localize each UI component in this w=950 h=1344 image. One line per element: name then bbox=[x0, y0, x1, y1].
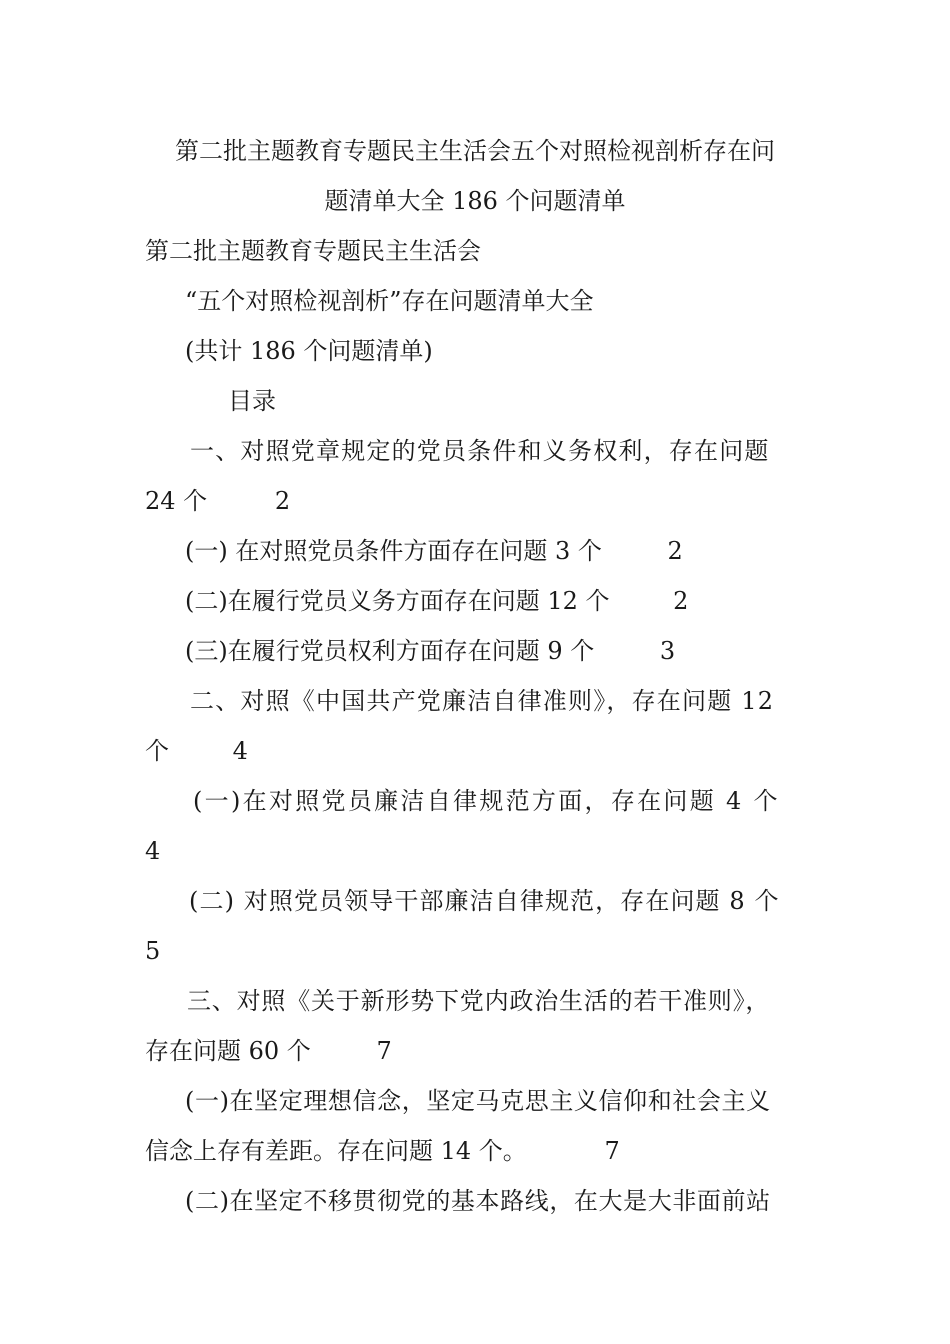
toc-item-2-line-1: 二、对照《中国共产党廉洁自律准则》，存在问题 12 bbox=[190, 687, 775, 715]
toc-item-1-text: 24 个 bbox=[145, 487, 208, 515]
toc-item-1-3-page: 3 bbox=[659, 637, 676, 665]
toc-item-1-page: 2 bbox=[274, 487, 291, 515]
toc-item-3-1-text: 信念上存有差距。存在问题 14 个。 bbox=[145, 1137, 527, 1165]
toc-item-3-page: 7 bbox=[376, 1037, 392, 1065]
toc-item-2-page: 4 bbox=[232, 737, 248, 765]
toc-item-3-2-line-1: (二)在坚定不移贯彻党的基本路线，在大是大非面前站 bbox=[185, 1187, 771, 1215]
heading-secondary: “五个对照检视剖析”存在问题清单大全 bbox=[185, 287, 594, 315]
toc-item-1-2-page: 2 bbox=[673, 587, 689, 615]
document-title-line-2: 题清单大全 186 个问题清单 bbox=[324, 187, 626, 215]
toc-item-2-2-text: (二) 对照党员领导干部廉洁自律规范，存在问题 8 个 bbox=[189, 887, 780, 915]
document-title-line-1: 第二批主题教育专题民主生活会五个对照检视剖析存在问 bbox=[175, 137, 775, 165]
toc-item-1-line-2 bbox=[145, 476, 290, 526]
toc-item-1-1-text: (一) 在对照党员条件方面存在问题 3 个 bbox=[185, 537, 602, 565]
toc-item-2-text: 个 bbox=[145, 737, 169, 765]
toc-item-2-1-page: 4 bbox=[145, 837, 161, 865]
toc-item-3-text: 存在问题 60 个 bbox=[145, 1037, 311, 1065]
heading-primary: 第二批主题教育专题民主生活会 bbox=[145, 237, 481, 265]
toc-item-3-line-2 bbox=[145, 1026, 392, 1076]
toc-item-1-line-1: 一、对照党章规定的党员条件和义务权利，存在问题 bbox=[190, 437, 770, 465]
heading-count: (共计 186 个问题清单) bbox=[185, 337, 433, 365]
toc-item-2-line-2 bbox=[145, 726, 248, 776]
toc-item-3-1-page: 7 bbox=[604, 1137, 620, 1165]
toc-item-2-2-page: 5 bbox=[145, 937, 161, 965]
toc-item-3-1-line-1: (一)在坚定理想信念，坚定马克思主义信仰和社会主义 bbox=[185, 1087, 771, 1115]
toc-item-1-3-text: (三)在履行党员权利方面存在问题 9 个 bbox=[185, 637, 595, 665]
toc-item-1-2 bbox=[185, 576, 688, 626]
toc-label: 目录 bbox=[228, 387, 276, 415]
toc-item-3-1-line-2 bbox=[145, 1126, 620, 1176]
toc-item-1-3 bbox=[185, 626, 675, 676]
toc-item-1-1-page: 2 bbox=[667, 537, 683, 565]
toc-item-1-1 bbox=[185, 526, 683, 576]
toc-item-1-2-text: (二)在履行党员义务方面存在问题 12 个 bbox=[185, 587, 610, 615]
toc-item-3-line-1: 三、对照《关于新形势下党内政治生活的若干准则》， bbox=[187, 987, 771, 1015]
toc-item-2-1-text: (一)在对照党员廉洁自律规范方面，存在问题 4 个 bbox=[193, 787, 780, 815]
